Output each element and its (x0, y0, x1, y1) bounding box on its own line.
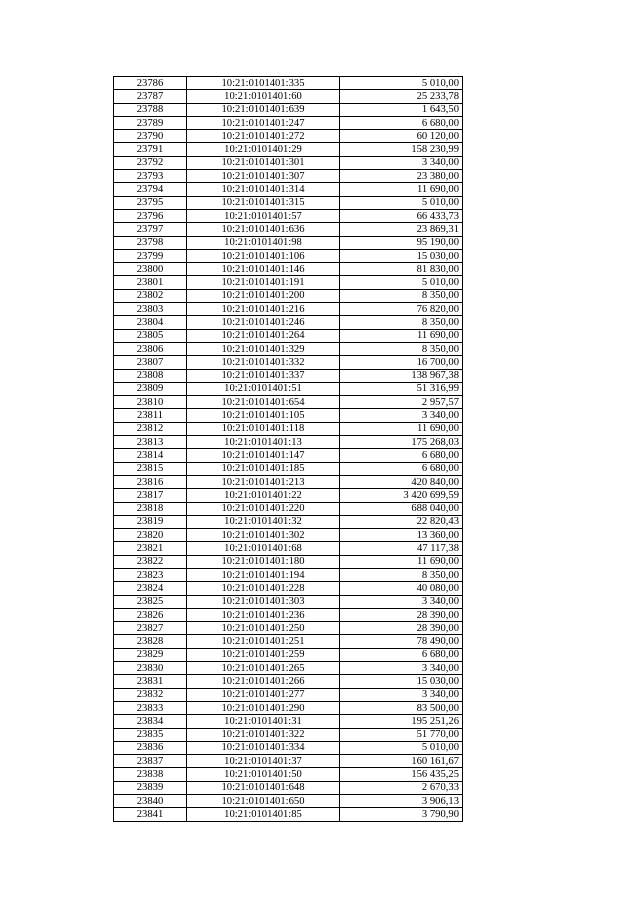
table-row (114, 369, 463, 382)
cadastral-number-cell: 10:21:0101401:264 (187, 329, 340, 342)
row-number-cell: 23809 (114, 382, 187, 395)
amount-cell: 3 340,00 (340, 156, 463, 169)
amount-cell: 15 030,00 (340, 675, 463, 688)
row-number-cell: 23788 (114, 103, 187, 116)
amount-cell: 8 350,00 (340, 342, 463, 355)
cadastral-number-cell: 10:21:0101401:191 (187, 276, 340, 289)
cadastral-number-cell: 10:21:0101401:247 (187, 116, 340, 129)
table-row (114, 276, 463, 289)
cadastral-number-cell: 10:21:0101401:329 (187, 342, 340, 355)
table-row (114, 103, 463, 116)
amount-cell: 83 500,00 (340, 701, 463, 714)
amount-cell: 6 680,00 (340, 462, 463, 475)
row-number-cell: 23816 (114, 475, 187, 488)
row-number-cell: 23820 (114, 529, 187, 542)
cadastral-number-cell: 10:21:0101401:272 (187, 130, 340, 143)
table-row (114, 236, 463, 249)
row-number-cell: 23822 (114, 555, 187, 568)
row-number-cell: 23828 (114, 635, 187, 648)
amount-cell: 13 360,00 (340, 529, 463, 542)
table-row (114, 409, 463, 422)
cadastral-number-cell: 10:21:0101401:290 (187, 701, 340, 714)
table-row (114, 781, 463, 794)
amount-cell: 156 435,25 (340, 768, 463, 781)
row-number-cell: 23807 (114, 356, 187, 369)
row-number-cell: 23786 (114, 77, 187, 90)
amount-cell: 1 643,50 (340, 103, 463, 116)
row-number-cell: 23789 (114, 116, 187, 129)
amount-cell: 5 010,00 (340, 77, 463, 90)
table-row (114, 209, 463, 222)
cadastral-number-cell: 10:21:0101401:648 (187, 781, 340, 794)
row-number-cell: 23838 (114, 768, 187, 781)
row-number-cell: 23824 (114, 582, 187, 595)
amount-cell: 60 120,00 (340, 130, 463, 143)
row-number-cell: 23793 (114, 170, 187, 183)
cadastral-number-cell: 10:21:0101401:32 (187, 515, 340, 528)
row-number-cell: 23794 (114, 183, 187, 196)
table-row (114, 156, 463, 169)
row-number-cell: 23796 (114, 209, 187, 222)
cadastral-number-cell: 10:21:0101401:265 (187, 662, 340, 675)
cadastral-number-cell: 10:21:0101401:266 (187, 675, 340, 688)
row-number-cell: 23815 (114, 462, 187, 475)
cadastral-number-cell: 10:21:0101401:118 (187, 422, 340, 435)
amount-cell: 195 251,26 (340, 715, 463, 728)
amount-cell: 3 420 699,59 (340, 489, 463, 502)
table-row (114, 130, 463, 143)
table-row (114, 90, 463, 103)
cadastral-number-cell: 10:21:0101401:216 (187, 303, 340, 316)
row-number-cell: 23831 (114, 675, 187, 688)
table-row (114, 688, 463, 701)
amount-cell: 420 840,00 (340, 475, 463, 488)
table-row (114, 595, 463, 608)
cadastral-number-cell: 10:21:0101401:29 (187, 143, 340, 156)
table-row (114, 741, 463, 754)
table-row (114, 728, 463, 741)
amount-cell: 5 010,00 (340, 276, 463, 289)
amount-cell: 76 820,00 (340, 303, 463, 316)
cadastral-number-cell: 10:21:0101401:185 (187, 462, 340, 475)
amount-cell: 11 690,00 (340, 329, 463, 342)
row-number-cell: 23836 (114, 741, 187, 754)
table-row (114, 316, 463, 329)
cadastral-number-cell: 10:21:0101401:250 (187, 622, 340, 635)
table-row (114, 608, 463, 621)
amount-cell: 16 700,00 (340, 356, 463, 369)
amount-cell: 3 906,13 (340, 795, 463, 808)
amount-cell: 5 010,00 (340, 196, 463, 209)
amount-cell: 160 161,67 (340, 755, 463, 768)
row-number-cell: 23808 (114, 369, 187, 382)
registry-table-body (114, 77, 463, 822)
row-number-cell: 23803 (114, 303, 187, 316)
amount-cell: 95 190,00 (340, 236, 463, 249)
cadastral-number-cell: 10:21:0101401:98 (187, 236, 340, 249)
table-row (114, 183, 463, 196)
row-number-cell: 23821 (114, 542, 187, 555)
amount-cell: 6 680,00 (340, 449, 463, 462)
table-row (114, 768, 463, 781)
row-number-cell: 23792 (114, 156, 187, 169)
table-row (114, 529, 463, 542)
table-row (114, 502, 463, 515)
row-number-cell: 23811 (114, 409, 187, 422)
cadastral-number-cell: 10:21:0101401:194 (187, 568, 340, 581)
row-number-cell: 23810 (114, 396, 187, 409)
table-row (114, 635, 463, 648)
row-number-cell: 23841 (114, 808, 187, 821)
cadastral-number-cell: 10:21:0101401:277 (187, 688, 340, 701)
row-number-cell: 23804 (114, 316, 187, 329)
table-row (114, 143, 463, 156)
row-number-cell: 23795 (114, 196, 187, 209)
cadastral-number-cell: 10:21:0101401:68 (187, 542, 340, 555)
table-row (114, 196, 463, 209)
cadastral-number-cell: 10:21:0101401:22 (187, 489, 340, 502)
amount-cell: 47 117,38 (340, 542, 463, 555)
row-number-cell: 23805 (114, 329, 187, 342)
table-row (114, 449, 463, 462)
amount-cell: 25 233,78 (340, 90, 463, 103)
row-number-cell: 23797 (114, 223, 187, 236)
row-number-cell: 23800 (114, 263, 187, 276)
table-row (114, 489, 463, 502)
row-number-cell: 23802 (114, 289, 187, 302)
amount-cell: 8 350,00 (340, 316, 463, 329)
row-number-cell: 23787 (114, 90, 187, 103)
cadastral-number-cell: 10:21:0101401:146 (187, 263, 340, 276)
cadastral-number-cell: 10:21:0101401:37 (187, 755, 340, 768)
table-row (114, 475, 463, 488)
cadastral-number-cell: 10:21:0101401:636 (187, 223, 340, 236)
table-row (114, 303, 463, 316)
cadastral-number-cell: 10:21:0101401:180 (187, 555, 340, 568)
table-row (114, 249, 463, 262)
amount-cell: 158 230,99 (340, 143, 463, 156)
row-number-cell: 23798 (114, 236, 187, 249)
row-number-cell: 23817 (114, 489, 187, 502)
registry-table (113, 76, 463, 822)
amount-cell: 15 030,00 (340, 249, 463, 262)
table-row (114, 396, 463, 409)
amount-cell: 11 690,00 (340, 555, 463, 568)
amount-cell: 22 820,43 (340, 515, 463, 528)
table-row (114, 675, 463, 688)
table-row (114, 436, 463, 449)
row-number-cell: 23791 (114, 143, 187, 156)
table-row (114, 515, 463, 528)
cadastral-number-cell: 10:21:0101401:106 (187, 249, 340, 262)
row-number-cell: 23818 (114, 502, 187, 515)
table-row (114, 555, 463, 568)
amount-cell: 11 690,00 (340, 422, 463, 435)
table-row (114, 701, 463, 714)
amount-cell: 175 268,03 (340, 436, 463, 449)
row-number-cell: 23825 (114, 595, 187, 608)
row-number-cell: 23834 (114, 715, 187, 728)
amount-cell: 138 967,38 (340, 369, 463, 382)
cadastral-number-cell: 10:21:0101401:105 (187, 409, 340, 422)
cadastral-number-cell: 10:21:0101401:654 (187, 396, 340, 409)
cadastral-number-cell: 10:21:0101401:246 (187, 316, 340, 329)
table-row (114, 795, 463, 808)
amount-cell: 51 316,99 (340, 382, 463, 395)
amount-cell: 66 433,73 (340, 209, 463, 222)
row-number-cell: 23813 (114, 436, 187, 449)
row-number-cell: 23819 (114, 515, 187, 528)
table-row (114, 582, 463, 595)
table-row (114, 662, 463, 675)
amount-cell: 23 380,00 (340, 170, 463, 183)
amount-cell: 2 957,57 (340, 396, 463, 409)
amount-cell: 3 340,00 (340, 662, 463, 675)
table-row (114, 622, 463, 635)
row-number-cell: 23812 (114, 422, 187, 435)
cadastral-number-cell: 10:21:0101401:220 (187, 502, 340, 515)
row-number-cell: 23830 (114, 662, 187, 675)
table-row (114, 342, 463, 355)
table-row (114, 170, 463, 183)
cadastral-number-cell: 10:21:0101401:236 (187, 608, 340, 621)
amount-cell: 81 830,00 (340, 263, 463, 276)
table-row (114, 808, 463, 821)
row-number-cell: 23832 (114, 688, 187, 701)
row-number-cell: 23823 (114, 568, 187, 581)
amount-cell: 8 350,00 (340, 568, 463, 581)
cadastral-number-cell: 10:21:0101401:337 (187, 369, 340, 382)
cadastral-number-cell: 10:21:0101401:322 (187, 728, 340, 741)
row-number-cell: 23806 (114, 342, 187, 355)
table-row (114, 116, 463, 129)
amount-cell: 3 340,00 (340, 595, 463, 608)
cadastral-number-cell: 10:21:0101401:200 (187, 289, 340, 302)
table-row (114, 329, 463, 342)
row-number-cell: 23835 (114, 728, 187, 741)
cadastral-number-cell: 10:21:0101401:31 (187, 715, 340, 728)
row-number-cell: 23790 (114, 130, 187, 143)
cadastral-number-cell: 10:21:0101401:335 (187, 77, 340, 90)
row-number-cell: 23826 (114, 608, 187, 621)
cadastral-number-cell: 10:21:0101401:303 (187, 595, 340, 608)
amount-cell: 23 869,31 (340, 223, 463, 236)
cadastral-number-cell: 10:21:0101401:639 (187, 103, 340, 116)
table-row (114, 289, 463, 302)
row-number-cell: 23801 (114, 276, 187, 289)
table-row (114, 223, 463, 236)
cadastral-number-cell: 10:21:0101401:50 (187, 768, 340, 781)
cadastral-number-cell: 10:21:0101401:147 (187, 449, 340, 462)
cadastral-number-cell: 10:21:0101401:650 (187, 795, 340, 808)
table-row (114, 542, 463, 555)
amount-cell: 28 390,00 (340, 608, 463, 621)
cadastral-number-cell: 10:21:0101401:301 (187, 156, 340, 169)
amount-cell: 28 390,00 (340, 622, 463, 635)
row-number-cell: 23827 (114, 622, 187, 635)
row-number-cell: 23837 (114, 755, 187, 768)
amount-cell: 688 040,00 (340, 502, 463, 515)
cadastral-number-cell: 10:21:0101401:51 (187, 382, 340, 395)
cadastral-number-cell: 10:21:0101401:85 (187, 808, 340, 821)
row-number-cell: 23839 (114, 781, 187, 794)
cadastral-number-cell: 10:21:0101401:332 (187, 356, 340, 369)
amount-cell: 2 670,33 (340, 781, 463, 794)
row-number-cell: 23829 (114, 648, 187, 661)
cadastral-number-cell: 10:21:0101401:315 (187, 196, 340, 209)
amount-cell: 51 770,00 (340, 728, 463, 741)
amount-cell: 11 690,00 (340, 183, 463, 196)
amount-cell: 5 010,00 (340, 741, 463, 754)
cadastral-number-cell: 10:21:0101401:307 (187, 170, 340, 183)
cadastral-number-cell: 10:21:0101401:60 (187, 90, 340, 103)
amount-cell: 40 080,00 (340, 582, 463, 595)
amount-cell: 8 350,00 (340, 289, 463, 302)
table-row (114, 382, 463, 395)
cadastral-number-cell: 10:21:0101401:259 (187, 648, 340, 661)
table-row (114, 356, 463, 369)
cadastral-number-cell: 10:21:0101401:334 (187, 741, 340, 754)
cadastral-number-cell: 10:21:0101401:228 (187, 582, 340, 595)
row-number-cell: 23814 (114, 449, 187, 462)
amount-cell: 3 340,00 (340, 409, 463, 422)
row-number-cell: 23840 (114, 795, 187, 808)
cadastral-number-cell: 10:21:0101401:314 (187, 183, 340, 196)
amount-cell: 3 340,00 (340, 688, 463, 701)
table-row (114, 568, 463, 581)
amount-cell: 6 680,00 (340, 116, 463, 129)
amount-cell: 3 790,90 (340, 808, 463, 821)
cadastral-number-cell: 10:21:0101401:13 (187, 436, 340, 449)
cadastral-number-cell: 10:21:0101401:213 (187, 475, 340, 488)
row-number-cell: 23833 (114, 701, 187, 714)
table-row (114, 715, 463, 728)
table-row (114, 648, 463, 661)
table-row (114, 263, 463, 276)
table-row (114, 422, 463, 435)
cadastral-number-cell: 10:21:0101401:57 (187, 209, 340, 222)
row-number-cell: 23799 (114, 249, 187, 262)
cadastral-number-cell: 10:21:0101401:251 (187, 635, 340, 648)
cadastral-number-cell: 10:21:0101401:302 (187, 529, 340, 542)
amount-cell: 6 680,00 (340, 648, 463, 661)
table-row (114, 462, 463, 475)
table-row (114, 77, 463, 90)
amount-cell: 78 490,00 (340, 635, 463, 648)
table-row (114, 755, 463, 768)
